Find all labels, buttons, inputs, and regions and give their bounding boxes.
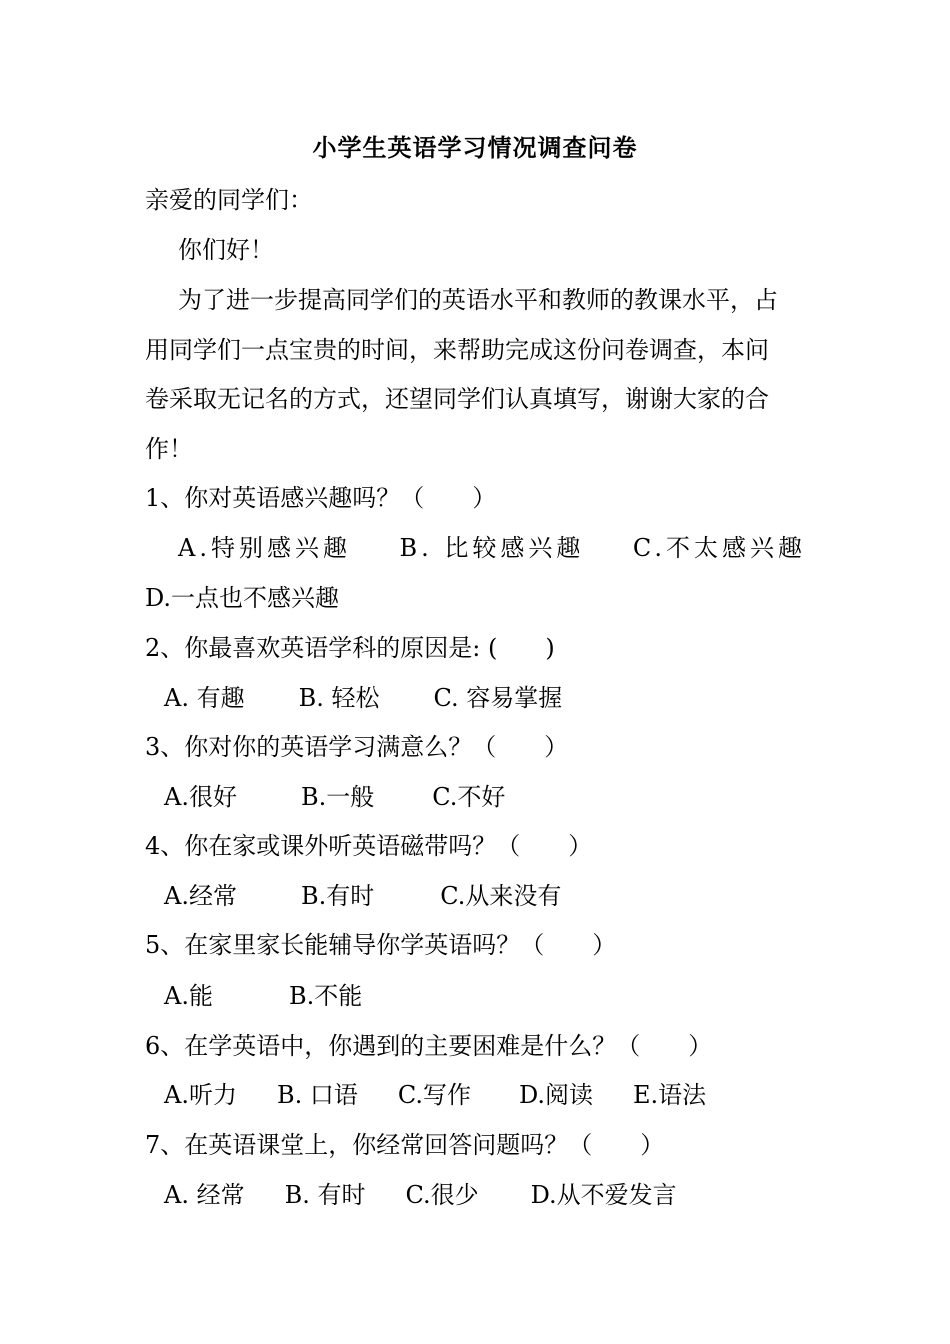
option: B. 比较感兴趣 [399, 534, 585, 562]
page-title: 小学生英语学习情况调查问卷 [312, 133, 638, 162]
option: C.很少 [405, 1181, 479, 1209]
question-7-options [164, 1177, 829, 1213]
option: A.经常 [164, 882, 237, 910]
option: C.从来没有 [440, 882, 562, 910]
option: A.很好 [164, 783, 237, 811]
option: E.语法 [633, 1081, 707, 1109]
option: B. 有时 [284, 1181, 366, 1209]
question-7: 7、在英语课堂上，你经常回答问题吗？（ ） [145, 1131, 665, 1159]
question-5-options [164, 978, 829, 1014]
question-3-options [164, 779, 829, 815]
question-6-options [164, 1077, 829, 1113]
option: C.不好 [432, 783, 506, 811]
intro-line: 用同学们一点宝贵的时间，来帮助完成这份问卷调查，本问 [145, 336, 769, 364]
option: B. 轻松 [298, 684, 380, 712]
option: A. 有趣 [164, 684, 245, 712]
option: B.不能 [288, 982, 363, 1010]
intro-line: 卷采取无记名的方式，还望同学们认真填写，谢谢大家的合 [145, 385, 769, 413]
question-4-options [164, 878, 829, 914]
greeting: 亲爱的同学们： [145, 186, 313, 214]
question-5: 5、在家里家长能辅导你学英语吗？（ ） [145, 931, 617, 959]
question-6: 6、在学英语中，你遇到的主要困难是什么？（ ） [145, 1032, 713, 1060]
hello-line: 你们好！ [178, 236, 274, 264]
option: B.有时 [300, 882, 375, 910]
option: C. 容易掌握 [433, 684, 563, 712]
question-4: 4、你在家或课外听英语磁带吗？（ ） [145, 832, 593, 860]
intro-line: 作！ [145, 435, 193, 463]
option: B.一般 [300, 783, 375, 811]
option: A.特别感兴趣 [178, 534, 351, 562]
option: C.不太感兴趣 [632, 534, 806, 562]
option: A. 经常 [164, 1181, 245, 1209]
option: A.能 [164, 982, 213, 1010]
option: B. 口语 [276, 1081, 358, 1109]
question-1: 1、你对英语感兴趣吗？（ ） [145, 484, 497, 512]
option: D.阅读 [519, 1081, 594, 1109]
option: D.一点也不感兴趣 [145, 584, 340, 612]
option: D.从不爱发言 [530, 1181, 677, 1209]
option: C.写作 [397, 1081, 472, 1109]
question-1-options [178, 530, 806, 566]
option: A.听力 [164, 1081, 237, 1109]
question-2: 2、你最喜欢英语学科的原因是: ( ) [145, 634, 555, 662]
question-3: 3、你对你的英语学习满意么？（ ） [145, 733, 569, 761]
intro-line: 为了进一步提高同学们的英语水平和教师的教课水平，占 [178, 286, 778, 314]
question-2-options [164, 680, 829, 716]
